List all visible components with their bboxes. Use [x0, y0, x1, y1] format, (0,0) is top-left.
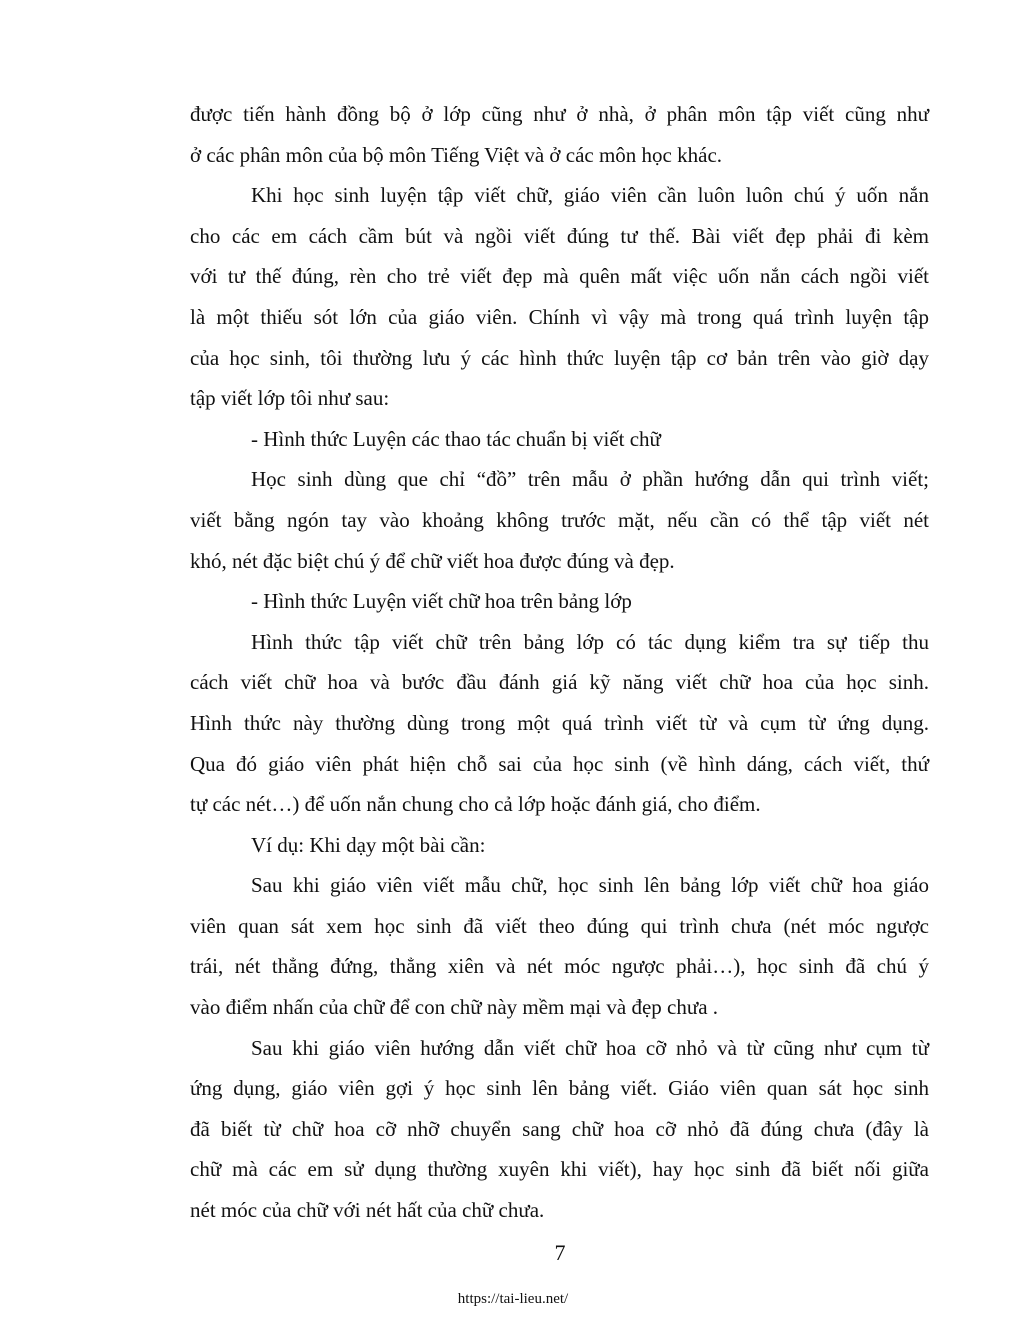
- text-line: trái, nét thẳng đứng, thẳng xiên và nét móc ngược phải…), học sinh đã chú ý: [190, 954, 929, 979]
- paragraph: [190, 419, 929, 460]
- text-line: Sau khi giáo viên viết mẫu chữ, học sinh lên bảng lớp viết chữ hoa giáo: [251, 873, 929, 898]
- text-line: Sau khi giáo viên hướng dẫn viết chữ hoa cỡ nhỏ và từ cũng như cụm từ: [251, 1035, 929, 1060]
- paragraph: [190, 459, 929, 581]
- text-line: với tư thế đúng, rèn cho trẻ viết đẹp mà quên mất việc uốn nắn cách ngồi viết: [190, 264, 929, 289]
- text-line: viết bằng ngón tay vào khoảng không trước mặt, nếu cần có thể tập viết nét: [190, 507, 929, 532]
- paragraph: [190, 175, 929, 419]
- paragraph: [190, 622, 929, 825]
- text-line: ứng dụng, giáo viên gợi ý học sinh lên bảng viết. Giáo viên quan sát học sinh: [190, 1076, 929, 1101]
- text-line: cho các em cách cầm bút và ngồi viết đúng tư thế. Bài viết đẹp phải đi kèm: [190, 223, 929, 248]
- footer-url[interactable]: https://tai-lieu.net/: [457, 1291, 569, 1307]
- text-line: ở các phân môn của bộ môn Tiếng Việt và ở các môn học khác.: [190, 142, 723, 167]
- paragraph: [190, 825, 929, 866]
- text-line: tự các nét…) để uốn nắn chung cho cả lớp hoặc đánh giá, cho điểm.: [190, 792, 761, 817]
- paragraph: [190, 581, 929, 622]
- text-line: là một thiếu sót lớn của giáo viên. Chính vì vậy mà trong quá trình luyện tập: [190, 304, 929, 329]
- text-line: Hình thức này thường dùng trong một quá trình viết từ và cụm từ ứng dụng.: [190, 710, 929, 735]
- text-line: Ví dụ: Khi dạy một bài cần:: [251, 832, 486, 857]
- text-line: chữ mà các em sử dụng thường xuyên khi viết), hay học sinh đã biết nối giữa: [190, 1157, 929, 1182]
- text-line: nét móc của chữ với nét hất của chữ chưa.: [190, 1198, 545, 1223]
- text-line: cách viết chữ hoa và bước đầu đánh giá kỹ năng viết chữ hoa của học sinh.: [190, 670, 929, 695]
- text-line: - Hình thức Luyện các thao tác chuẩn bị viết chữ: [251, 426, 661, 451]
- text-line: Hình thức tập viết chữ trên bảng lớp có tác dụng kiểm tra sự tiếp thu: [251, 629, 929, 654]
- text-line: đã biết từ chữ hoa cỡ nhỡ chuyển sang chữ hoa cỡ nhỏ đã đúng chưa (đây là: [190, 1116, 929, 1141]
- text-line: Khi học sinh luyện tập viết chữ, giáo viên cần luôn luôn chú ý uốn nắn: [251, 183, 929, 208]
- text-line: được tiến hành đồng bộ ở lớp cũng như ở nhà, ở phân môn tập viết cũng như: [190, 102, 929, 126]
- paragraph: [190, 94, 929, 175]
- body-text: [190, 94, 929, 1231]
- text-line: vào điểm nhấn của chữ để con chữ này mềm mại và đẹp chưa .: [190, 995, 719, 1020]
- text-line: Học sinh dùng que chỉ “đồ” trên mẫu ở phần hướng dẫn qui trình viết;: [251, 467, 929, 492]
- text-line: viên quan sát xem học sinh đã viết theo đúng qui trình chưa (nét móc ngược: [190, 913, 929, 938]
- text-line: khó, nét đặc biệt chú ý để chữ viết hoa được đúng và đẹp.: [190, 548, 675, 573]
- text-line: Qua đó giáo viên phát hiện chỗ sai của học sinh (về hình dáng, cách viết, thứ: [190, 751, 929, 776]
- page-number: 7: [554, 1240, 566, 1265]
- paragraph: [190, 865, 929, 1027]
- text-line: - Hình thức Luyện viết chữ hoa trên bảng lớp: [251, 589, 632, 614]
- text-line: tập viết lớp tôi như sau:: [190, 386, 390, 411]
- text-line: của học sinh, tôi thường lưu ý các hình thức luyện tập cơ bản trên vào giờ dạy: [190, 345, 929, 370]
- paragraph: [190, 1028, 929, 1231]
